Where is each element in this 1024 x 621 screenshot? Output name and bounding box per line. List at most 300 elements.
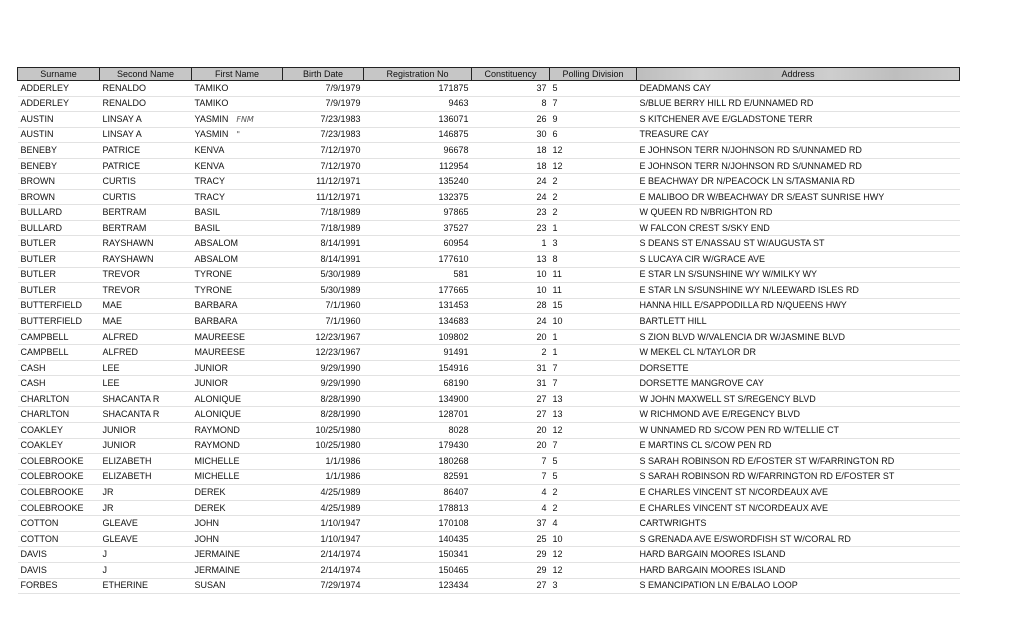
cell-address xyxy=(637,127,960,143)
cell-first-name xyxy=(192,252,283,268)
cell-second-name xyxy=(100,174,192,190)
cell-polling-division xyxy=(550,578,637,594)
cell-second-name xyxy=(100,205,192,221)
cell-constituency xyxy=(472,283,550,299)
cell-polling-division-text: 6 xyxy=(552,129,558,140)
cell-polling-division xyxy=(550,298,637,314)
cell-constituency-text: 4 xyxy=(541,502,547,513)
cell-second-name-text: ALFRED xyxy=(102,347,139,358)
cell-constituency xyxy=(472,562,550,578)
cell-birth-date-text: 10/25/1980 xyxy=(315,440,361,451)
cell-polling-division xyxy=(550,314,637,330)
cell-polling-division-text: 15 xyxy=(552,300,563,311)
cell-surname xyxy=(18,407,100,423)
cell-registration-no-text: 132375 xyxy=(438,191,469,202)
cell-birth-date xyxy=(283,220,364,236)
cell-registration-no-text: 109802 xyxy=(438,331,469,342)
cell-polling-division xyxy=(550,189,637,205)
cell-surname xyxy=(18,112,100,128)
cell-first-name xyxy=(192,454,283,470)
cell-second-name-text: JR xyxy=(102,502,114,513)
cell-address xyxy=(637,205,960,221)
cell-polling-division-text: 11 xyxy=(552,284,562,295)
cell-surname-text: COTTON xyxy=(20,533,59,544)
cell-constituency xyxy=(472,220,550,236)
cell-address xyxy=(637,236,960,252)
cell-first-name xyxy=(192,314,283,330)
cell-constituency xyxy=(472,314,550,330)
cell-surname xyxy=(18,252,100,268)
cell-birth-date xyxy=(283,360,364,376)
table-row xyxy=(18,236,960,252)
cell-address-text: S ZION BLVD W/VALENCIA DR W/JASMINE BLVD xyxy=(639,331,846,342)
cell-second-name-text: JUNIOR xyxy=(102,440,136,451)
cell-birth-date xyxy=(283,81,364,97)
cell-birth-date xyxy=(283,158,364,174)
cell-first-name xyxy=(192,158,283,174)
cell-polling-division-text: 7 xyxy=(552,378,558,389)
cell-constituency-text: 28 xyxy=(536,300,547,311)
cell-polling-division xyxy=(550,345,637,361)
cell-surname xyxy=(18,516,100,532)
cell-second-name xyxy=(100,81,192,97)
cell-second-name-text: RENALDO xyxy=(102,82,147,93)
table-row xyxy=(18,376,960,392)
cell-constituency-text: 10 xyxy=(536,269,547,280)
cell-constituency xyxy=(472,252,550,268)
cell-constituency xyxy=(472,345,550,361)
cell-surname xyxy=(18,360,100,376)
cell-birth-date xyxy=(283,547,364,563)
cell-surname xyxy=(18,469,100,485)
cell-birth-date-text: 1/10/1947 xyxy=(320,533,361,544)
cell-second-name-text: SHACANTA R xyxy=(102,393,160,404)
cell-constituency xyxy=(472,267,550,283)
cell-second-name-text: RAYSHAWN xyxy=(102,253,154,264)
cell-surname-text: CASH xyxy=(20,378,46,389)
cell-registration-no xyxy=(364,500,472,516)
cell-surname xyxy=(18,96,100,112)
cell-registration-no-text: 86407 xyxy=(443,486,469,497)
table-row xyxy=(18,407,960,423)
cell-surname-text: CASH xyxy=(20,362,46,373)
cell-surname-text: BUTTERFIELD xyxy=(20,315,83,326)
cell-polling-division-text: 9 xyxy=(552,113,558,124)
cell-registration-no xyxy=(364,174,472,190)
cell-second-name xyxy=(100,360,192,376)
cell-address-text: E CHARLES VINCENT ST N/CORDEAUX AVE xyxy=(639,486,829,497)
cell-constituency xyxy=(472,189,550,205)
cell-address xyxy=(637,329,960,345)
cell-second-name xyxy=(100,314,192,330)
cell-second-name-text: CURTIS xyxy=(102,191,136,202)
cell-polling-division xyxy=(550,143,637,159)
cell-surname-text: DAVIS xyxy=(20,549,47,560)
cell-second-name xyxy=(100,531,192,547)
cell-birth-date xyxy=(283,283,364,299)
cell-constituency xyxy=(472,531,550,547)
header-constituency: Constituency xyxy=(472,68,550,81)
table-row xyxy=(18,174,960,190)
cell-address-text: HARD BARGAIN MOORES ISLAND xyxy=(639,549,786,560)
cell-surname-text: COLEBROOKE xyxy=(20,502,84,513)
cell-surname-text: CHARLTON xyxy=(20,393,70,404)
cell-address-text: HARD BARGAIN MOORES ISLAND xyxy=(639,564,786,575)
cell-polling-division-text: 2 xyxy=(552,176,558,187)
cell-surname xyxy=(18,205,100,221)
cell-constituency xyxy=(472,127,550,143)
cell-registration-no-text: 8028 xyxy=(448,424,469,435)
cell-constituency xyxy=(472,423,550,439)
header-surname: Surname xyxy=(18,68,100,81)
cell-constituency xyxy=(472,500,550,516)
cell-constituency xyxy=(472,81,550,97)
cell-first-name xyxy=(192,360,283,376)
table-row xyxy=(18,562,960,578)
cell-birth-date xyxy=(283,267,364,283)
cell-registration-no-text: 177665 xyxy=(438,284,469,295)
table-row xyxy=(18,112,960,128)
cell-surname xyxy=(18,500,100,516)
cell-birth-date-text: 5/30/1989 xyxy=(320,269,361,280)
table-row xyxy=(18,96,960,112)
cell-surname-text: BULLARD xyxy=(20,207,63,218)
cell-polling-division-text: 8 xyxy=(552,253,558,264)
cell-address xyxy=(637,158,960,174)
cell-first-name xyxy=(192,516,283,532)
cell-polling-division xyxy=(550,438,637,454)
cell-surname-text: BUTLER xyxy=(20,253,57,264)
cell-constituency-text: 31 xyxy=(536,378,547,389)
cell-first-name-text: TRACY xyxy=(194,176,226,187)
cell-registration-no-text: 134683 xyxy=(438,315,469,326)
cell-second-name xyxy=(100,391,192,407)
handwritten-note: FNM xyxy=(236,114,254,124)
cell-polling-division-text: 7 xyxy=(552,440,558,451)
cell-second-name xyxy=(100,547,192,563)
cell-birth-date-text: 11/12/1971 xyxy=(316,176,361,187)
cell-registration-no-text: 134900 xyxy=(438,393,469,404)
cell-constituency xyxy=(472,438,550,454)
cell-constituency-text: 13 xyxy=(536,253,547,264)
cell-surname xyxy=(18,345,100,361)
cell-registration-no-text: 68190 xyxy=(443,378,469,389)
cell-birth-date-text: 7/12/1970 xyxy=(320,160,361,171)
cell-registration-no xyxy=(364,189,472,205)
cell-registration-no xyxy=(364,236,472,252)
cell-first-name-text: MAUREESE xyxy=(194,331,246,342)
cell-first-name xyxy=(192,283,283,299)
cell-address xyxy=(637,531,960,547)
cell-constituency xyxy=(472,407,550,423)
cell-polling-division-text: 2 xyxy=(552,191,558,202)
cell-address-text: E STAR LN S/SUNSHINE WY W/MILKY WY xyxy=(639,269,818,280)
cell-constituency-text: 18 xyxy=(536,144,547,155)
cell-first-name xyxy=(192,96,283,112)
cell-surname xyxy=(18,454,100,470)
cell-first-name-text: ABSALOM xyxy=(194,253,239,264)
cell-polling-division-text: 3 xyxy=(552,580,558,591)
cell-second-name-text: PATRICE xyxy=(102,160,141,171)
cell-second-name xyxy=(100,345,192,361)
cell-surname-text: CHARLTON xyxy=(20,409,70,420)
cell-address xyxy=(637,562,960,578)
cell-surname xyxy=(18,391,100,407)
cell-birth-date-text: 12/23/1967 xyxy=(315,347,361,358)
cell-surname xyxy=(18,283,100,299)
cell-registration-no xyxy=(364,438,472,454)
cell-constituency-text: 31 xyxy=(536,362,547,373)
cell-constituency xyxy=(472,205,550,221)
cell-constituency-text: 26 xyxy=(536,113,547,124)
cell-first-name-text: TAMIKO xyxy=(194,98,229,109)
cell-polling-division-text: 13 xyxy=(552,393,563,404)
cell-address-text: DORSETTE xyxy=(639,362,689,373)
cell-birth-date-text: 7/29/1974 xyxy=(320,580,361,591)
cell-surname-text: COLEBROOKE xyxy=(20,455,84,466)
cell-surname-text: COLEBROOKE xyxy=(20,471,84,482)
cell-first-name-text: DEREK xyxy=(194,502,226,513)
cell-registration-no-text: 146875 xyxy=(438,129,469,140)
cell-surname xyxy=(18,423,100,439)
cell-second-name-text: J xyxy=(102,564,107,575)
cell-second-name xyxy=(100,96,192,112)
cell-birth-date-text: 7/12/1970 xyxy=(320,144,361,155)
cell-address xyxy=(637,469,960,485)
cell-registration-no-text: 123434 xyxy=(438,580,469,591)
cell-first-name-text: YASMIN xyxy=(194,113,229,124)
cell-registration-no xyxy=(364,562,472,578)
cell-birth-date xyxy=(283,407,364,423)
cell-polling-division-text: 5 xyxy=(552,455,558,466)
cell-surname xyxy=(18,562,100,578)
cell-constituency-text: 27 xyxy=(536,409,547,420)
cell-second-name-text: JUNIOR xyxy=(102,424,136,435)
cell-constituency xyxy=(472,391,550,407)
cell-second-name-text: MAE xyxy=(102,315,123,326)
table-row xyxy=(18,314,960,330)
cell-birth-date xyxy=(283,112,364,128)
cell-surname xyxy=(18,143,100,159)
cell-polling-division xyxy=(550,469,637,485)
cell-polling-division xyxy=(550,329,637,345)
cell-address-text: W RICHMOND AVE E/REGENCY BLVD xyxy=(639,409,801,420)
header-address: Address xyxy=(637,68,960,81)
cell-address-text: TREASURE CAY xyxy=(639,129,709,140)
cell-first-name-text: RAYMOND xyxy=(194,424,240,435)
cell-birth-date-text: 8/14/1991 xyxy=(320,253,361,264)
cell-birth-date xyxy=(283,174,364,190)
cell-birth-date xyxy=(283,516,364,532)
cell-second-name-text: LEE xyxy=(102,362,120,373)
cell-birth-date xyxy=(283,469,364,485)
cell-address xyxy=(637,298,960,314)
cell-polling-division-text: 12 xyxy=(552,549,563,560)
cell-second-name xyxy=(100,283,192,299)
cell-second-name-text: MAE xyxy=(102,300,123,311)
table-row xyxy=(18,438,960,454)
cell-polling-division-text: 3 xyxy=(552,238,558,249)
cell-polling-division xyxy=(550,96,637,112)
cell-address-text: S LUCAYA CIR W/GRACE AVE xyxy=(639,253,766,264)
cell-address xyxy=(637,96,960,112)
cell-first-name-text: JUNIOR xyxy=(194,362,228,373)
cell-second-name xyxy=(100,298,192,314)
cell-surname xyxy=(18,127,100,143)
cell-birth-date xyxy=(283,345,364,361)
cell-surname xyxy=(18,158,100,174)
cell-polling-division xyxy=(550,127,637,143)
cell-registration-no xyxy=(364,112,472,128)
cell-second-name xyxy=(100,252,192,268)
cell-second-name xyxy=(100,500,192,516)
cell-second-name xyxy=(100,407,192,423)
table-row xyxy=(18,127,960,143)
cell-address-text: DEADMANS CAY xyxy=(639,82,711,93)
cell-first-name xyxy=(192,407,283,423)
cell-registration-no-text: 97865 xyxy=(443,207,469,218)
cell-registration-no-text: 136071 xyxy=(438,113,469,124)
cell-registration-no-text: 82591 xyxy=(443,471,469,482)
cell-first-name xyxy=(192,112,283,128)
cell-address xyxy=(637,267,960,283)
cell-address-text: E CHARLES VINCENT ST N/CORDEAUX AVE xyxy=(639,502,829,513)
cell-polling-division xyxy=(550,454,637,470)
cell-birth-date-text: 8/28/1990 xyxy=(320,409,361,420)
cell-registration-no-text: 60954 xyxy=(443,238,469,249)
cell-constituency-text: 27 xyxy=(536,580,547,591)
cell-address xyxy=(637,407,960,423)
table-row xyxy=(18,329,960,345)
cell-address xyxy=(637,547,960,563)
cell-constituency-text: 37 xyxy=(536,518,547,529)
cell-polling-division xyxy=(550,360,637,376)
cell-birth-date-text: 1/10/1947 xyxy=(320,518,361,529)
handwritten-note: " xyxy=(236,130,241,140)
cell-second-name-text: JR xyxy=(102,486,114,497)
cell-registration-no xyxy=(364,516,472,532)
cell-registration-no-text: 135240 xyxy=(438,176,469,187)
cell-address-text: S GRENADA AVE E/SWORDFISH ST W/CORAL RD xyxy=(639,533,851,544)
cell-first-name xyxy=(192,485,283,501)
cell-surname xyxy=(18,485,100,501)
cell-address-text: S DEANS ST E/NASSAU ST W/AUGUSTA ST xyxy=(639,238,825,249)
cell-address-text: E MALIBOO DR W/BEACHWAY DR S/EAST SUNRISE HWY xyxy=(639,191,885,202)
cell-address xyxy=(637,283,960,299)
cell-surname-text: FORBES xyxy=(20,580,58,591)
cell-first-name xyxy=(192,267,283,283)
cell-polling-division xyxy=(550,562,637,578)
cell-first-name-text: KENVA xyxy=(194,160,225,171)
header-birth-date: Birth Date xyxy=(283,68,364,81)
cell-first-name-text: BARBARA xyxy=(194,315,238,326)
cell-first-name xyxy=(192,391,283,407)
cell-address xyxy=(637,143,960,159)
cell-birth-date-text: 12/23/1967 xyxy=(315,331,361,342)
table-row xyxy=(18,578,960,594)
cell-registration-no xyxy=(364,267,472,283)
cell-surname xyxy=(18,81,100,97)
cell-birth-date xyxy=(283,314,364,330)
cell-registration-no xyxy=(364,298,472,314)
cell-address-text: W MEKEL CL N/TAYLOR DR xyxy=(639,347,757,358)
cell-constituency-text: 27 xyxy=(536,393,547,404)
cell-address-text: W JOHN MAXWELL ST S/REGENCY BLVD xyxy=(639,393,816,404)
cell-polling-division-text: 2 xyxy=(552,486,558,497)
table-row xyxy=(18,81,960,97)
cell-polling-division xyxy=(550,547,637,563)
cell-registration-no xyxy=(364,345,472,361)
cell-constituency xyxy=(472,376,550,392)
cell-first-name xyxy=(192,189,283,205)
cell-second-name-text: ALFRED xyxy=(102,331,139,342)
cell-address xyxy=(637,500,960,516)
cell-address xyxy=(637,485,960,501)
cell-registration-no xyxy=(364,376,472,392)
cell-surname xyxy=(18,578,100,594)
cell-first-name xyxy=(192,205,283,221)
cell-constituency-text: 7 xyxy=(541,455,547,466)
table-row xyxy=(18,158,960,174)
cell-polling-division xyxy=(550,267,637,283)
cell-birth-date xyxy=(283,298,364,314)
cell-constituency xyxy=(472,454,550,470)
cell-first-name-text: DEREK xyxy=(194,486,226,497)
cell-birth-date xyxy=(283,127,364,143)
cell-first-name-text: ALONIQUE xyxy=(194,393,242,404)
cell-second-name-text: GLEAVE xyxy=(102,533,138,544)
cell-first-name xyxy=(192,174,283,190)
cell-registration-no-text: 112954 xyxy=(439,160,469,171)
cell-polling-division-text: 4 xyxy=(552,518,558,529)
cell-polling-division-text: 5 xyxy=(552,82,558,93)
cell-constituency-text: 24 xyxy=(536,191,547,202)
header-first-name: First Name xyxy=(192,68,283,81)
cell-first-name xyxy=(192,236,283,252)
cell-constituency xyxy=(472,516,550,532)
cell-surname xyxy=(18,298,100,314)
cell-first-name-text: TYRONE xyxy=(194,284,233,295)
cell-constituency-text: 18 xyxy=(536,160,547,171)
cell-birth-date-text: 10/25/1980 xyxy=(315,424,361,435)
table-row xyxy=(18,469,960,485)
cell-birth-date xyxy=(283,438,364,454)
cell-constituency-text: 23 xyxy=(536,207,547,218)
header-registration-no: Registration No xyxy=(364,68,472,81)
cell-first-name-text: MICHELLE xyxy=(194,455,240,466)
cell-polling-division-text: 13 xyxy=(552,409,563,420)
cell-registration-no xyxy=(364,81,472,97)
cell-registration-no xyxy=(364,96,472,112)
table-row xyxy=(18,283,960,299)
cell-polling-division-text: 12 xyxy=(552,160,563,171)
cell-address xyxy=(637,391,960,407)
cell-registration-no xyxy=(364,469,472,485)
cell-first-name-text: JERMAINE xyxy=(194,549,241,560)
table-row xyxy=(18,360,960,376)
cell-polling-division-text: 1 xyxy=(552,347,558,358)
cell-second-name xyxy=(100,329,192,345)
cell-polling-division-text: 7 xyxy=(552,362,558,373)
cell-first-name-text: TAMIKO xyxy=(194,82,229,93)
cell-registration-no xyxy=(364,158,472,174)
cell-birth-date xyxy=(283,189,364,205)
cell-registration-no xyxy=(364,407,472,423)
cell-first-name xyxy=(192,562,283,578)
cell-polling-division-text: 10 xyxy=(552,533,563,544)
cell-birth-date-text: 7/1/1960 xyxy=(325,300,361,311)
cell-first-name-text: BARBARA xyxy=(194,300,238,311)
